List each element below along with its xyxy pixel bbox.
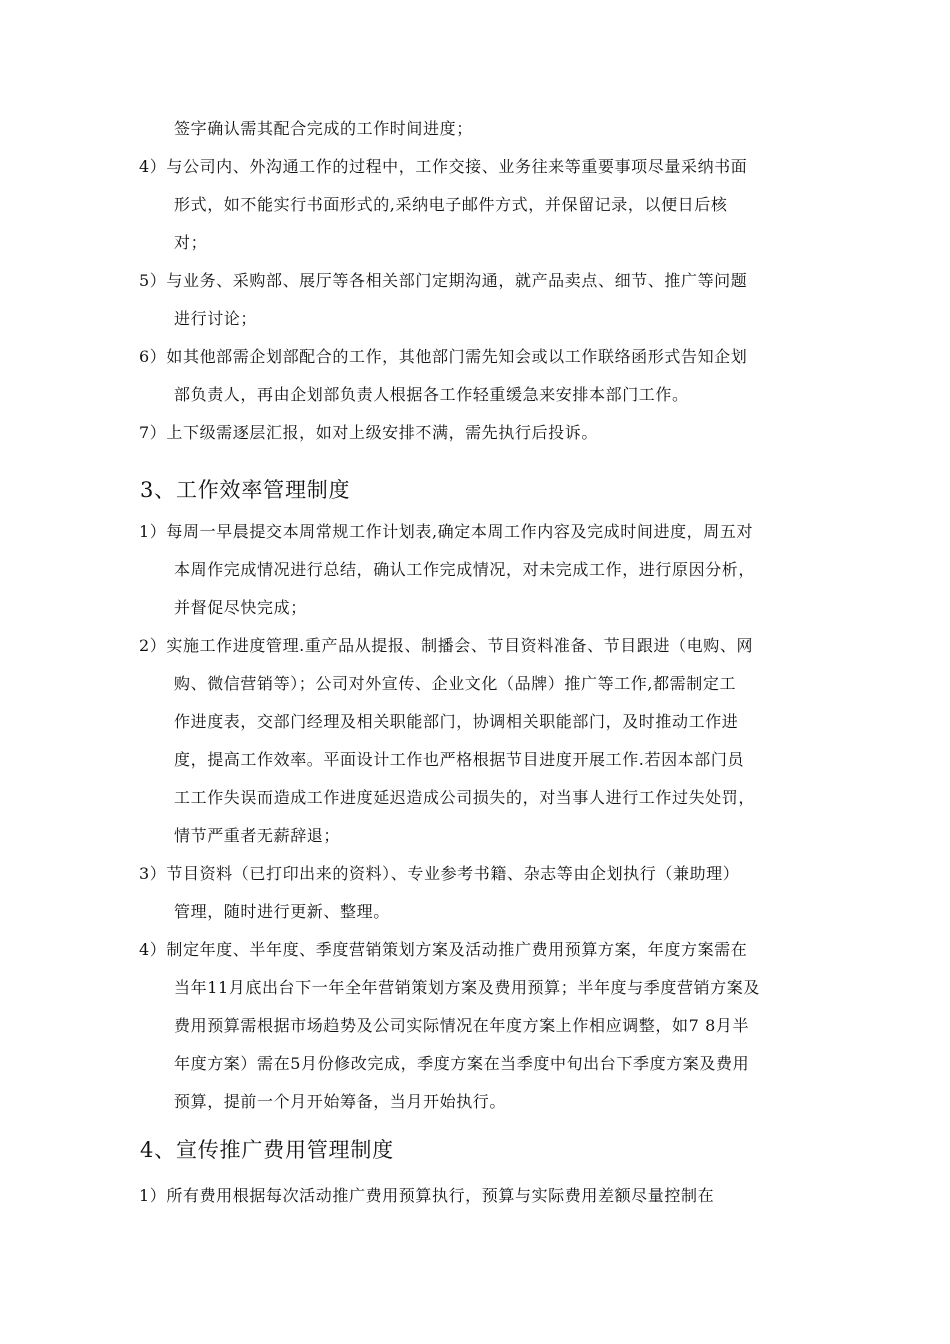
list-item-line: 1）所有费用根据每次活动推广费用预算执行，预算与实际费用差额尽量控制在	[139, 1186, 715, 1205]
list-item-line: 作进度表，交部门经理及相关职能部门，协调相关职能部门，及时推动工作进	[174, 712, 739, 731]
list-item-line: 对；	[174, 233, 208, 252]
list-item-line: 购、微信营销等）；公司对外宣传、企业文化（品牌）推广等工作,都需制定工	[174, 674, 737, 693]
list-item-line: 费用预算需根据市场趋势及公司实际情况在年度方案上作相应调整，如7 8月半	[174, 1016, 750, 1035]
list-item-line: 部负责人，再由企划部负责人根据各工作轻重缓急来安排本部门工作。	[174, 385, 689, 404]
list-item-line: 4）与公司内、外沟通工作的过程中，工作交接、业务往来等重要事项尽量采纳书面	[139, 157, 748, 176]
list-item-line: 预算，提前一个月开始筹备，当月开始执行。	[174, 1092, 507, 1111]
list-item-line: 当年11月底出台下一年全年营销策划方案及费用预算；半年度与季度营销方案及	[174, 978, 760, 997]
list-item-line: 管理，随时进行更新、整理。	[174, 902, 390, 921]
list-item-line: 1）每周一早晨提交本周常规工作计划表,确定本周工作内容及完成时间进度，周五对	[139, 522, 754, 541]
list-item-line: 2）实施工作进度管理.重产品从提报、制播会、节目资料准备、节目跟进（电购、网	[139, 636, 754, 655]
list-item-line: 进行讨论；	[174, 309, 258, 328]
list-item-line: 情节严重者无薪辞退；	[174, 826, 341, 845]
list-item-line: 3）节目资料（已打印出来的资料）、专业参考书籍、杂志等由企划执行（兼助理）	[139, 864, 740, 883]
list-item-line: 6）如其他部需企划部配合的工作，其他部门需先知会或以工作联络函形式告知企划	[139, 347, 748, 366]
list-item-line: 4）制定年度、半年度、季度营销策划方案及活动推广费用预算方案，年度方案需在	[139, 940, 748, 959]
list-item-line: 7）上下级需逐层汇报，如对上级安排不满，需先执行后投诉。	[139, 423, 598, 442]
list-item-line: 形式，如不能实行书面形式的,采纳电子邮件方式，并保留记录，以便日后核	[174, 195, 728, 214]
list-item-line: 5）与业务、采购部、展厅等各相关部门定期沟通，就产品卖点、细节、推广等问题	[139, 271, 748, 290]
section-heading: 4、宣传推广费用管理制度	[140, 1138, 394, 1162]
list-item-line: 并督促尽快完成；	[174, 598, 307, 617]
intro-continuation-line: 签字确认需其配合完成的工作时间进度；	[174, 119, 473, 138]
section-heading: 3、工作效率管理制度	[140, 478, 351, 502]
list-item-line: 本周作完成情况进行总结，确认工作完成情况，对未完成工作，进行原因分析，	[174, 560, 756, 579]
list-item-line: 工工作失误而造成工作进度延迟造成公司损失的，对当事人进行工作过失处罚，	[174, 788, 756, 807]
list-item-line: 年度方案）需在5月份修改完成，季度方案在当季度中旬出台下季度方案及费用	[174, 1054, 750, 1073]
list-item-line: 度，提高工作效率。平面设计工作也严格根据节目进度开展工作.若因本部门员	[174, 750, 745, 769]
